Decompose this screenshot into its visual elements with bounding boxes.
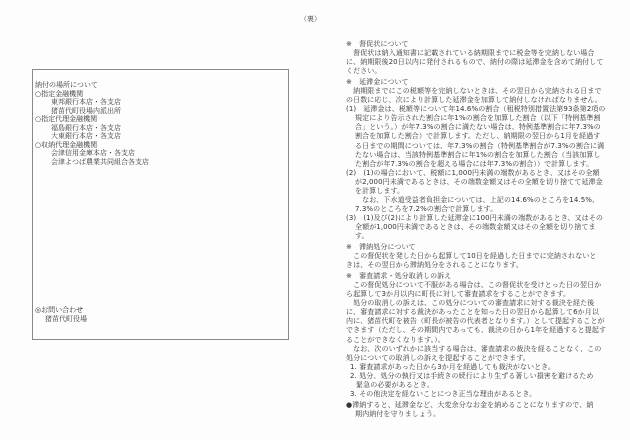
item-line: す。 — [355, 232, 369, 241]
body-line: 処分の取消しの訴えは、この処分についての審査請求に対する裁決を経た後 — [346, 299, 595, 308]
contact-name: 猪苗代町役場 — [45, 315, 87, 323]
body-line: できます（ただし、その期間内であっても、裁決の日から1年を経過すると提起す — [346, 326, 607, 335]
item-line: が2,000円未満であるときは、その端数金額又はその全額を切り捨てて延滞金 — [355, 177, 603, 186]
bank-item: 猪苗代町役場内派出所 — [51, 106, 121, 115]
body-line: なお、次のいずれかに該当する場合は、審査請求の裁決を経ることなく、この — [346, 344, 602, 353]
item-line: (1) 延滞金は、税額等について年14.6%の割合（租税特別措置法第93条第2項の — [346, 105, 606, 114]
list-item: 3. その他決定を経ないことにつき正当な理由があるとき。 — [350, 390, 537, 399]
section-heading: ※ 滞納処分について — [346, 243, 416, 252]
list-item: 2. 処分、処分の執行又は手続きの続行により生ずる著しい損害を避けるため — [350, 371, 594, 380]
body-line: に、審査請求に対する裁決があったことを知った日の翌日から起算して6か月以 — [346, 308, 599, 317]
group-label: ○指定代理金融機関 — [35, 115, 98, 123]
reminder-line: ●滞納すると、延滞金など、大変余分なお金を納めることになりますので、納 — [346, 400, 594, 409]
bank-item: 会津信用金庫本店・各支店 — [51, 149, 135, 157]
item-line: 合」という。）が年7.3%の割合に満たない場合は、特例基準割合に年7.3%の — [355, 123, 601, 132]
group-label: ○指定金融機関 — [35, 89, 84, 98]
bank-item: 福島銀行本店・各支店 — [51, 123, 121, 132]
item-line: 割合を加算した割合）で計算します。ただし、納期限の翌日から1月を経過す — [355, 132, 601, 141]
item-line: (3) (1)及び(2)により計算した延滞金に100円未満の端数があるとき、又はその — [346, 214, 604, 223]
group-label: ○収納代理金融機関 — [35, 140, 98, 149]
body-line: 内に、猪苗代町を被告（町長が被告の代表者となります。）として提起することが — [346, 317, 605, 326]
item-line: なお、下水道受益者負担金については、上記の14.6%のところを14.5%、 — [355, 196, 600, 205]
payment-places-title: 納付の場所について — [35, 81, 98, 89]
list-item: 緊急の必要があるとき。 — [356, 380, 434, 389]
body-line: の日数に応じ、次により計算した延滞金を加算して納付しなければなりません。 — [346, 96, 603, 105]
body-line: この督促処分について不服がある場合は、この督促状を受けとった日の翌日か — [346, 280, 602, 289]
section-heading: ※ 督促状について — [346, 40, 409, 48]
reminder-line: 期内納付を守りましょう。 — [355, 409, 441, 418]
section-heading: ※ 審査請求・処分取消しの訴え — [346, 271, 452, 280]
item-line: 7.3%のところを7.2%の割合で計算します。 — [355, 205, 498, 214]
payment-places-box — [32, 69, 289, 340]
notes-column — [346, 40, 606, 419]
item-line: 規定により告示された割合に年1%の割合を加算した割合（以下「特例基準割 — [355, 114, 601, 123]
body-line: ることができなくなります。）。 — [346, 335, 445, 344]
item-line: (2) (1)の場合において、税額に1,000円未満の端数があるとき、又はその全額 — [346, 168, 600, 177]
item-line: 全額が1,000円未満であるときは、その端数金額又はその全額を切り捨てま — [355, 223, 596, 232]
bank-item: 東邦銀行本店・各支店 — [51, 98, 121, 106]
body-line: ら起算して3か月以内に町長に対して審査請求をすることができます。 — [346, 290, 571, 299]
item-line: を計算します。 — [355, 187, 405, 195]
bank-item: 会津よつば農業共同組合各支店 — [51, 157, 149, 166]
body-line: 納期限までにこの税額等を完納しないときは、その翌日から完納される日まで — [346, 86, 602, 95]
list-item: 1. 審査請求があった日から3か月を経過しても裁決がないとき。 — [350, 362, 556, 371]
item-line: た割合が年7.3%の割合を超える場合には年7.3%の割合））で計算します。 — [355, 159, 594, 168]
item-line: る日までの期間については、年7.3%の割合（特例基準割合が7.3%の割合に満 — [355, 141, 605, 150]
page-side-label: （裏） — [300, 15, 321, 23]
body-line: きは、その翌日から滞納処分をされることになります。 — [346, 261, 523, 270]
item-line: たない場合は、当該特例基準割合に年1%の割合を加算した割合（当該加算し — [355, 150, 601, 159]
contact-label: ◎お問い合わせ — [35, 306, 84, 314]
body-line: 督促状は納入通知書に記載されている納期限までに税金等を完納しない場合 — [346, 49, 595, 58]
bank-item: 大東銀行本店・各支店 — [51, 132, 121, 140]
body-line: ください。 — [346, 67, 382, 76]
body-line: 処分についての取消しの訴えを提起することができます。 — [346, 353, 530, 362]
section-heading: ※ 延滞金について — [346, 77, 409, 86]
body-line: に、納期限後20日以内に発付されるもので、納付の際は延滞金を含めて納付して — [346, 58, 604, 67]
body-line: この督促状を発した日から起算して10日を経過した日までに完納されないと — [346, 252, 597, 261]
